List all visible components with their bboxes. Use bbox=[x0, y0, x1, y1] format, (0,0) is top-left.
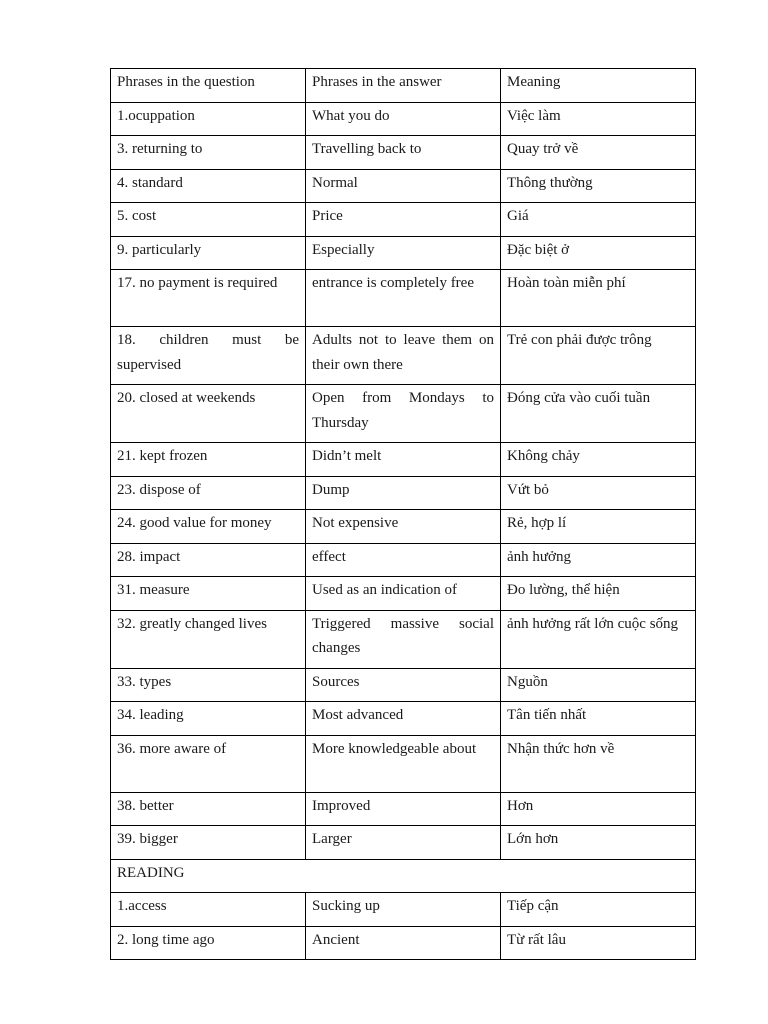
meaning-cell: Trẻ con phải được trông bbox=[501, 327, 696, 385]
question-cell: 31. measure bbox=[111, 577, 306, 611]
table-row bbox=[111, 203, 696, 237]
question-cell: 34. leading bbox=[111, 702, 306, 736]
question-cell: 4. standard bbox=[111, 169, 306, 203]
meaning-cell: Hơn bbox=[501, 792, 696, 826]
meaning-cell: Nguồn bbox=[501, 668, 696, 702]
meaning-cell: Việc làm bbox=[501, 102, 696, 136]
answer-cell: Triggered massive social changes bbox=[306, 610, 501, 668]
table-row bbox=[111, 610, 696, 668]
answer-cell: Price bbox=[306, 203, 501, 237]
question-cell: 5. cost bbox=[111, 203, 306, 237]
meaning-cell: Lớn hơn bbox=[501, 826, 696, 860]
question-cell: 24. good value for money bbox=[111, 510, 306, 544]
question-cell: 1.ocuppation bbox=[111, 102, 306, 136]
table-row bbox=[111, 385, 696, 443]
header-row bbox=[111, 69, 696, 103]
table-row bbox=[111, 136, 696, 170]
meaning-cell: ảnh hưởng bbox=[501, 543, 696, 577]
meaning-cell: Đặc biệt ở bbox=[501, 236, 696, 270]
meaning-cell: Tiếp cận bbox=[501, 893, 696, 927]
answer-cell: Sources bbox=[306, 668, 501, 702]
answer-cell: Adults not to leave them on their own there bbox=[306, 327, 501, 385]
question-cell: 32. greatly changed lives bbox=[111, 610, 306, 668]
question-cell: 38. better bbox=[111, 792, 306, 826]
meaning-cell: Thông thường bbox=[501, 169, 696, 203]
table-row bbox=[111, 826, 696, 860]
table-row bbox=[111, 577, 696, 611]
meaning-cell: Đóng cửa vào cuối tuần bbox=[501, 385, 696, 443]
question-cell: 1.access bbox=[111, 893, 306, 927]
answer-cell: Ancient bbox=[306, 926, 501, 960]
answer-cell: Especially bbox=[306, 236, 501, 270]
question-cell: 17. no payment is required bbox=[111, 270, 306, 327]
question-cell: 20. closed at weekends bbox=[111, 385, 306, 443]
table-row bbox=[111, 510, 696, 544]
question-cell: 18. children must be supervised bbox=[111, 327, 306, 385]
meaning-cell: Đo lường, thể hiện bbox=[501, 577, 696, 611]
table-row bbox=[111, 236, 696, 270]
table-row bbox=[111, 169, 696, 203]
meaning-cell: Từ rất lâu bbox=[501, 926, 696, 960]
section-label-reading: READING bbox=[111, 859, 696, 893]
question-cell: 36. more aware of bbox=[111, 735, 306, 792]
answer-cell: Sucking up bbox=[306, 893, 501, 927]
answer-cell: Travelling back to bbox=[306, 136, 501, 170]
answer-cell: Not expensive bbox=[306, 510, 501, 544]
table-row bbox=[111, 792, 696, 826]
answer-cell: Dump bbox=[306, 476, 501, 510]
table-row bbox=[111, 327, 696, 385]
question-cell: 28. impact bbox=[111, 543, 306, 577]
header-meaning: Meaning bbox=[501, 69, 696, 103]
meaning-cell: Vứt bỏ bbox=[501, 476, 696, 510]
question-cell: 39. bigger bbox=[111, 826, 306, 860]
meaning-cell: Giá bbox=[501, 203, 696, 237]
vocabulary-table bbox=[110, 68, 696, 960]
question-cell: 23. dispose of bbox=[111, 476, 306, 510]
table-row bbox=[111, 926, 696, 960]
meaning-cell: ảnh hưởng rất lớn cuộc sống bbox=[501, 610, 696, 668]
answer-cell: Larger bbox=[306, 826, 501, 860]
meaning-cell: Rẻ, hợp lí bbox=[501, 510, 696, 544]
question-cell: 21. kept frozen bbox=[111, 443, 306, 477]
answer-cell: Most advanced bbox=[306, 702, 501, 736]
answer-cell: More knowledgeable about bbox=[306, 735, 501, 792]
table-row bbox=[111, 270, 696, 327]
answer-cell: Open from Mondays to Thursday bbox=[306, 385, 501, 443]
table-row bbox=[111, 476, 696, 510]
table-row bbox=[111, 543, 696, 577]
meaning-cell: Nhận thức hơn về bbox=[501, 735, 696, 792]
header-question: Phrases in the question bbox=[111, 69, 306, 103]
question-cell: 33. types bbox=[111, 668, 306, 702]
meaning-cell: Quay trở về bbox=[501, 136, 696, 170]
meaning-cell: Không chảy bbox=[501, 443, 696, 477]
answer-cell: Used as an indication of bbox=[306, 577, 501, 611]
header-answer: Phrases in the answer bbox=[306, 69, 501, 103]
meaning-cell: Tân tiến nhất bbox=[501, 702, 696, 736]
table-row bbox=[111, 735, 696, 792]
table-row bbox=[111, 102, 696, 136]
answer-cell: Improved bbox=[306, 792, 501, 826]
answer-cell: entrance is completely free bbox=[306, 270, 501, 327]
section-row-reading bbox=[111, 859, 696, 893]
question-cell: 9. particularly bbox=[111, 236, 306, 270]
question-cell: 2. long time ago bbox=[111, 926, 306, 960]
table-row bbox=[111, 668, 696, 702]
answer-cell: Normal bbox=[306, 169, 501, 203]
answer-cell: What you do bbox=[306, 102, 501, 136]
answer-cell: Didn’t melt bbox=[306, 443, 501, 477]
table-row bbox=[111, 443, 696, 477]
answer-cell: effect bbox=[306, 543, 501, 577]
table-row bbox=[111, 893, 696, 927]
table-row bbox=[111, 702, 696, 736]
question-cell: 3. returning to bbox=[111, 136, 306, 170]
meaning-cell: Hoàn toàn miễn phí bbox=[501, 270, 696, 327]
